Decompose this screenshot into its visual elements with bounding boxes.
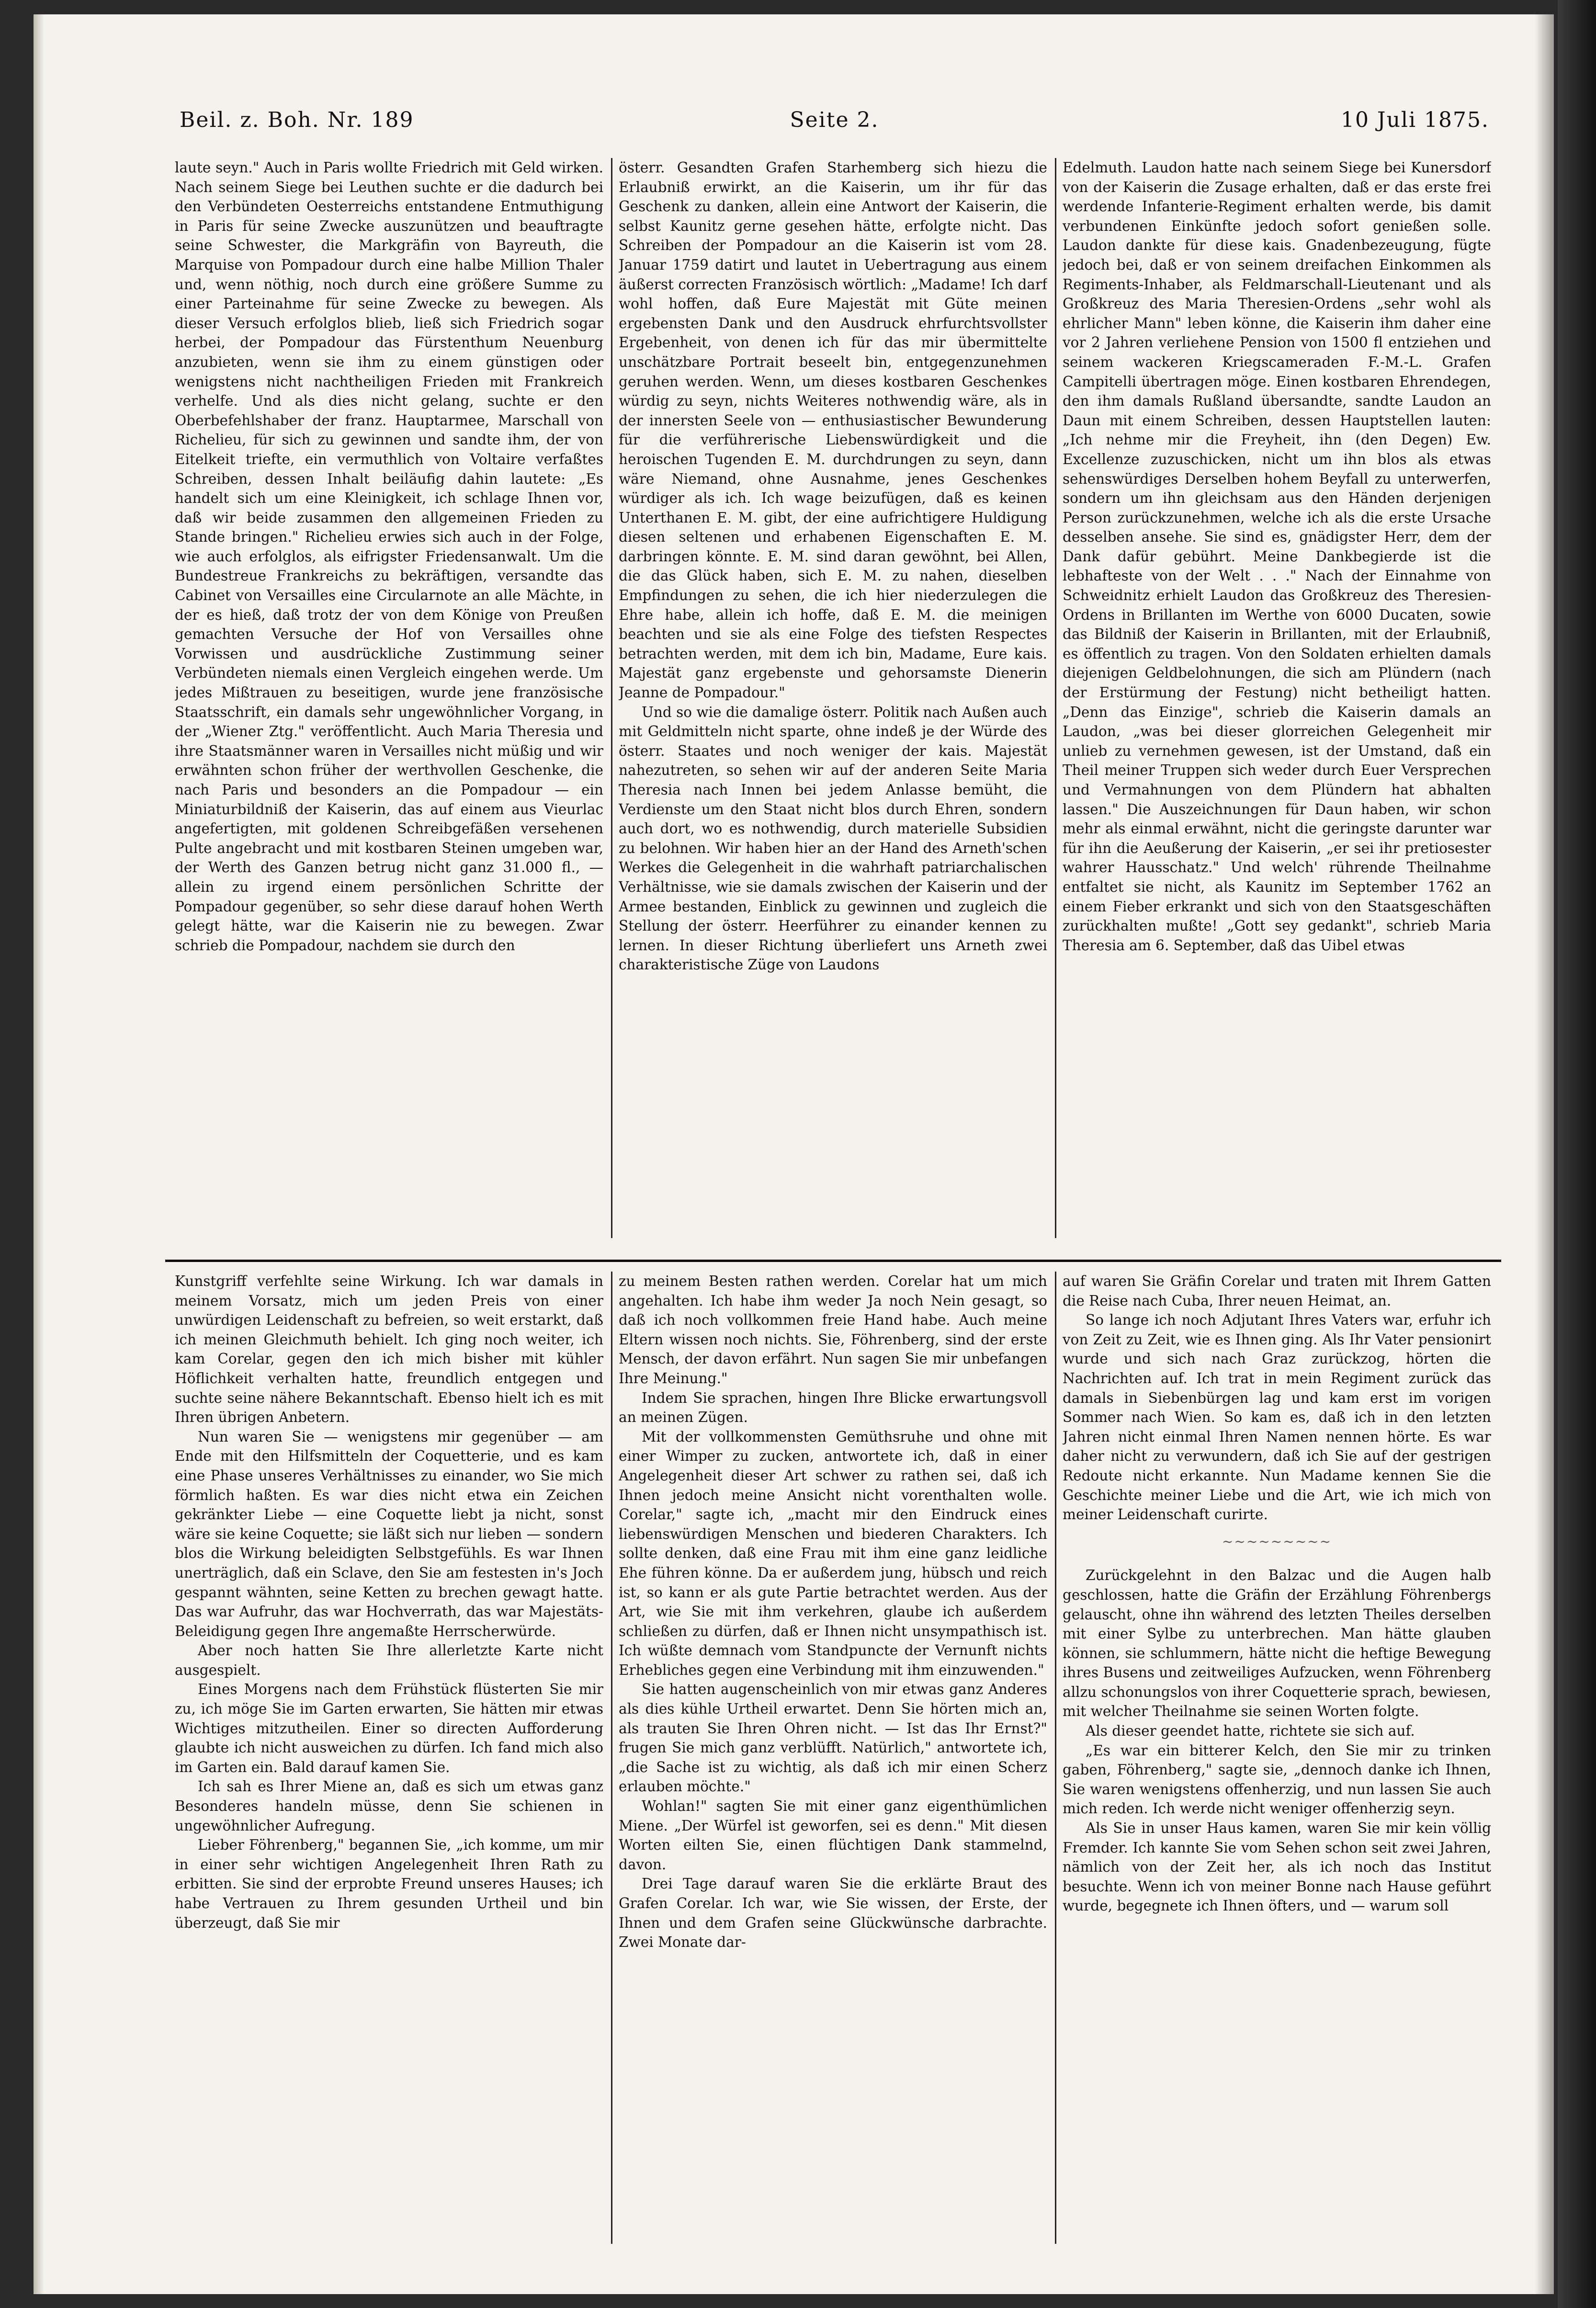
story-paragraph: Wohlan!" sagten Sie mit einer ganz eigenthümlichen Miene. „Der Würfel ist geworfen, sei es denn." Mit diesen Worten eilten Sie, einen flüchtigen Dank stammelnd, davon. [619,1798,1047,1873]
page-header [180,108,1489,141]
story-column-3 [1063,1272,1491,2249]
issue-label: Beil. z. Boh. Nr. 189 [180,108,414,132]
story-paragraph: Lieber Föhrenberg," begannen Sie, „ich komme, um mir in einer sehr wichtigen Angelegenheit Ihren Rath zu erbitten. Sie sind der erprobte Freund unseres Hauses; ich habe Vertrauen zu Ihrem gesunden Urtheil und bin überzeugt, daß Sie mir [175,1837,603,1931]
article-paragraph: österr. Gesandten Grafen Starhemberg sich hiezu die Erlaubniß erwirkt, an die Kaiserin, um ihr für das Geschenk zu danken, allein eine Antwort der Kaiserin, die selbst Kaunitz gerne gesehen hätte, erfolgte nicht. Das Schreiben der Pompadour an die Kaiserin ist vom 28. Januar 1759 datirt und lautet in Uebertragung aus einem äußerst correcten Französisch wörtlich: „Madame! Ich darf wohl hoffen, daß Eure Majestät mit Güte meinen ergebensten Dank und den Ausdruck ehrfurchtsvollster Ergebenheit, von denen ich für das mir übermittelte unschätzbare Portrait beseelt bin, entgegenzunehmen geruhen werden. Wenn, um dieses kostbaren Geschenkes würdig zu seyn, nichts Weiteres nothwendig wäre, als in der innersten Seele von — enthusiastischer Bewunderung für die verführerische Liebenswürdigkeit und die heroischen Tugenden E. M. durchdrungen zu seyn, dann wäre Niemand, ohne Ausnahme, jenes Geschenkes würdiger als ich. Ich wage beizufügen, daß es keinen Unterthanen E. M. gibt, der eine aufrichtigere Huldigung diesen seltenen und erhabenen Eigenschaften E. M. darbringen könnte. E. M. sind daran gewöhnt, bei Allen, die das Glück haben, sich E. M. zu nahen, dieselben Empfindungen zu sehen, die ich hier niederzulegen die Ehre habe, allein ich hoffe, daß E. M. die meinigen beachten und sie als eine Folge des tiefsten Respectes betrachten werden, mit dem ich bin, Madame, Eure kais. Majestät ganz ergebenste und gehorsamste Dienerin Jeanne de Pompadour." [619,159,1047,701]
section-ornament: ~~~~~~~~~ [1222,1533,1332,1549]
story-column-1 [175,1272,603,2249]
story-paragraph: „Es war ein bitterer Kelch, den Sie mir zu trinken gaben, Föhrenberg," sagte sie, „dennoch danke ich Ihnen, Sie waren wenigstens offenherzig, und nun lassen Sie auch mich reden. Ich werde nicht weniger offenherzig seyn. [1063,1742,1491,1817]
column-divider [1055,158,1056,1238]
story-paragraph: Aber noch hatten Sie Ihre allerletzte Karte nicht ausgespielt. [175,1642,603,1678]
story-paragraph: Nun waren Sie — wenigstens mir gegenüber — am Ende mit den Hilfsmitteln der Coquetterie, und es kam eine Phase unseres Verhältnisses zu einander, wo Sie mich förmlich haßten. Es war dies nicht etwa ein Zeichen gekränkter Liebe — eine Coquette liebt ja nicht, sonst wäre sie keine Coquette; sie läßt sich nur lieben — sondern blos die Wirkung beleidigten Selbstgefühls. Es war Ihnen unerträglich, daß ein Sclave, den Sie am festesten in's Joch gespannt wähnten, seine Ketten zu brechen gewagt hatte. Das war Aufruhr, das war Hochverrath, das war Majestäts-Beleidigung gegen Ihre angemaßte Herrscherwürde. [175,1428,603,1639]
story-paragraph: Als Sie in unser Haus kamen, waren Sie mir kein völlig Fremder. Ich kannte Sie vom Sehen schon seit zwei Jahren, nämlich von der Zeit her, als ich noch das Institut besuchte. Wenn ich von meiner Bonne nach Hause geführt wurde, begegnete ich Ihnen öfters, und — warum soll [1063,1820,1491,1914]
story-paragraph: Indem Sie sprachen, hingen Ihre Blicke erwartungsvoll an meinen Zügen. [619,1389,1047,1426]
issue-date: 10 Juli 1875. [1340,108,1489,132]
story-paragraph: Zurückgelehnt in den Balzac und die Augen halb geschlossen, hatte die Gräfin der Erzählung Föhrenbergs gelauscht, ohne ihn während des letzten Theiles derselben mit einer Sylbe zu unterbrechen. Man hätte glauben können, sie schlummern, hätte nicht die heftige Bewegung ihres Busens und zeitweiliges Aufzucken, wenn Föhrenberg allzu schonungslos von ihrer Coquetterie sprach, bewiesen, mit welcher Theilnahme sie seinen Worten folgte. [1063,1567,1491,1720]
column-divider [611,1272,612,2244]
story-column-2 [619,1272,1047,2249]
story-paragraph: auf waren Sie Gräfin Corelar und traten mit Ihrem Gatten die Reise nach Cuba, Ihrer neuen Heimat, an. [1063,1273,1491,1309]
story-paragraph: So lange ich noch Adjutant Ihres Vaters war, erfuhr ich von Zeit zu Zeit, wie es Ihnen ging. Als Ihr Vater pensionirt wurde und sich nach Graz zurückzog, hörten die Nachrichten auf. Ich trat in mein Regiment zurück das damals in Siebenbürgen lag und kam erst im vorigen Sommer nach Wien. So kam es, daß ich in den letzten Jahren nicht einmal Ihren Namen nennen hörte. Es war daher nicht zu verwundern, daß ich Sie auf der gestrigen Redoute nicht erkannte. Nun Madame kennen Sie die Geschichte meiner Liebe und die Art, wie ich mich von meiner Leidenschaft curirte. [1063,1312,1491,1523]
article-paragraph: Und so wie die damalige österr. Politik nach Außen auch mit Geldmitteln nicht sparte, ohne indeß je der Würde des österr. Staates und noch weniger der kais. Majestät nahezutreten, so sehen wir auf der anderen Seite Maria Theresia nach Innen bei jedem Anlasse bemüht, die Verdienste um den Staat nicht blos durch Ehren, sondern auch dort, wo es nothwendig, durch materielle Subsidien zu belohnen. Wir haben hier an der Hand des Arneth'schen Werkes die Gelegenheit in die wahrhaft patriarchalischen Verhältnisse, wie sie damals zwischen der Kaiserin und der Armee bestanden, Einblick zu gewinnen und zugleich die Stellung der österr. Heerführer zu einander kennen zu lernen. In dieser Richtung überliefert uns Arneth zwei charakteristische Züge von Laudons [619,704,1047,973]
feuilleton-divider [165,1260,1501,1262]
story-paragraph: Sie hatten augenscheinlich von mir etwas ganz Anderes als dies kühle Urtheil erwartet. Denn Sie hörten mich an, als trauten Sie Ihren Ohren nicht. — Ist das Ihr Ernst?" frugen Sie mich ganz verblüfft. Natürlich," antwortete ich, „die Sache ist zu wichtig, als daß ich mir einen Scherz erlauben möchte." [619,1681,1047,1795]
story-paragraph: Drei Tage darauf waren Sie die erklärte Braut des Grafen Corelar. Ich war, wie Sie wissen, der Erste, der Ihnen und dem Grafen seine Glückwünsche darbrachte. Zwei Monate dar- [619,1876,1047,1951]
page-number: Seite 2. [790,108,879,132]
article-paragraph: laute seyn." Auch in Paris wollte Friedrich mit Geld wirken. Nach seinem Siege bei Leuthen suchte er die dadurch bei den Verbündeten Oesterreichs entstandene Entmuthigung in Paris für seine Zwecke auszunützen und beauftragte seine Schwester, die Markgräfin von Bayreuth, die Marquise von Pompadour durch eine halbe Million Thaler und, wenn nöthig, noch durch eine größere Summe zu einer Parteinahme für seine Zwecke zu bewegen. Als dieser Versuch erfolglos blieb, ließ sich Friedrich sogar herbei, der Pompadour das Fürstenthum Neuenburg anzubieten, wenn sie ihm zu einem günstigen oder wenigstens nicht nachtheiligen Frieden mit Frankreich verhelfe. Und als dies nicht gelang, suchte er den Oberbefehlshaber der franz. Hauptarmee, Marschall von Richelieu, für sich zu gewinnen und sandte ihm, der von Eitelkeit triefte, ein vermuthlich von Voltaire verfaßtes Schreiben, dessen Inhalt beiläufig dahin lautete: „Es handelt sich um eine Kleinigkeit, ich schlage Ihnen vor, daß wir beide zusammen den allgemeinen Frieden zu Stande bringen." Richelieu erwies sich auch in der Folge, wie auch erfolglos, als eifrigster Friedensanwalt. Um die Bundestreue Frankreichs zu bekräftigen, versandte das Cabinet von Versailles eine Circularnote an alle Mächte, in der es hieß, daß trotz der von dem Könige von Preußen gemachten Versuche der Hof von Versailles ohne Vorwissen und ausdrückliche Zustimmung seiner Verbündeten niemals einen Vergleich eingehen werde. Um jedes Mißtrauen zu beseitigen, wurde jene französische Staatsschrift, ein damals sehr ungewöhnlicher Vorgang, in der „Wiener Ztg." veröffentlicht. Auch Maria Theresia und ihre Staatsmänner waren in Versailles nicht müßig und wir erwähnten schon früher der werthvollen Geschenke, die nach Paris und besonders an die Pompadour — ein Miniaturbildniß der Kaiserin, das auf einem aus Vieurlac angefertigten, mit goldenen Schreibgefäßen versehenen Pulte angebracht und mit kostbaren Steinen umgeben war, der Werth des Ganzen betrug nicht ganz 31.000 fl., — allein zu irgend einem persönlichen Schritte der Pompadour gegenüber, so sehr diese darauf hohen Werth gelegt hätte, war die Kaiserin nie zu bewegen. Zwar schrieb die Pompadour, nachdem sie durch den [175,159,603,954]
story-paragraph: Ich sah es Ihrer Miene an, daß es sich um etwas ganz Besonderes handeln müsse, denn Sie schienen in ungewöhnlicher Aufregung. [175,1778,603,1834]
book-spine-shadow [1558,0,1596,2308]
article-paragraph: Edelmuth. Laudon hatte nach seinem Siege bei Kunersdorf von der Kaiserin die Zusage erhalten, daß er das erste frei werdende Infanterie-Regiment erhalten werde, bis damit verbundenen Einkünfte jedoch sofort genießen solle. Laudon dankte für diese kais. Gnadenbezeugung, fügte jedoch bei, daß er von seinem dreifachen Einkommen als Regiments-Inhaber, als Feldmarschall-Lieutenant und als Großkreuz des Maria Theresien-Ordens „sehr wohl als ehrlicher Mann" leben könne, die Kaiserin ihm daher eine vor 2 Jahren verliehene Pension von 1500 fl entziehen und seinem wackeren Kriegscameraden F.-M.-L. Grafen Campitelli übertragen möge. Einen kostbaren Ehrendegen, den ihm damals Rußland übersandte, sandte Laudon an Daun mit einem Schreiben, dessen Hauptstellen lauten: „Ich nehme mir die Freyheit, ihn (den Degen) Ew. Excellenze zuzuschicken, nicht um ihn blos als etwas sehenswürdiges Derselben hohem Beyfall zu unterwerfen, sondern um ihn gleichsam aus den Händen derjenigen Person zurückzunehmen, welche ich als die erste Ursache desselben ansehe. Sie sind es, gnädigster Herr, dem der Dank dafür gebührt. Meine Dankbegierde ist die lebhafteste von der Welt . . ." Nach der Einnahme von Schweidnitz erhielt Laudon das Großkreuz des Theresien-Ordens in Brillanten im Werthe von 6000 Ducaten, sowie das Bildniß der Kaiserin in Brillanten, mit der Erlaubniß, es öffentlich zu tragen. Von den Soldaten erhielten damals diejenigen Geldbelohnungen, die sich am Plündern (nach der Erstürmung der Festung) nicht betheiligt hatten. „Denn das Einzige", schrieb die Kaiserin damals an Laudon, „was bei dieser glorreichen Gelegenheit mir unlieb zu vernehmen gewesen, ist der Umstand, daß ein Theil meiner Truppen sich weder durch Euer Versprechen und Vermahnungen von dem Plündern hat abhalten lassen." Die Auszeichnungen für Daun haben, wir schon mehr als einmal erwähnt, nicht die geringste darunter war für ihn die Aeußerung der Kaiserin, „er sei ihr pretiosester wahrer Hausschatz." Und welch' rührende Theilnahme entfaltet sie nicht, als Kaunitz im September 1762 an einem Fieber erkrankt und sich von den Staatsgeschäften zurückhalten mußte! „Gott sey gedankt", schrieb Maria Theresia am 6. September, daß das Uibel etwas [1063,159,1491,954]
article-column-2 [619,158,1047,1260]
column-divider [611,158,612,1238]
article-column-1 [175,158,603,1260]
newspaper-page [34,14,1554,2294]
article-column-3 [1063,158,1491,1260]
story-paragraph: Als dieser geendet hatte, richtete sie sich auf. [1086,1723,1415,1740]
story-paragraph: Eines Morgens nach dem Frühstück flüsterten Sie mir zu, ich möge Sie im Garten erwarten, Sie hätten mir etwas Wichtiges mitzutheilen. Einer so directen Aufforderung glaubte ich nicht ausweichen zu dürfen. Ich fand mich also im Garten ein. Bald darauf kamen Sie. [175,1681,603,1775]
story-paragraph: Mit der vollkommensten Gemüthsruhe und ohne mit einer Wimper zu zucken, antwortete ich, daß in einer Angelegenheit dieser Art schwer zu rathen sei, daß ich Ihnen jedoch meine Ansicht nicht vorenthalten wolle. Corelar," sagte ich, „macht mir den Eindruck eines liebenswürdigen Menschen und biederen Charakters. Ich sollte denken, daß eine Frau mit ihm eine ganz leidliche Ehe führen könne. Da er außerdem jung, hübsch und reich ist, so kann er als gute Partie betrachtet werden. Aus der Art, wie Sie mit ihm verkehren, glaube ich außerdem schließen zu dürfen, daß er Ihnen nicht unsympathisch ist. Ich wüßte demnach vom Standpuncte der Vernunft nichts Erhebliches gegen eine Verbindung mit ihm einzuwenden." [619,1428,1047,1678]
column-divider [1055,1272,1056,2244]
story-paragraph: Kunstgriff verfehlte seine Wirkung. Ich war damals in meinem Vorsatz, mich um jeden Preis von einer unwürdigen Leidenschaft zu befreien, so weit erstarkt, daß ich meinen Gleichmuth behielt. Ich ging noch weiter, ich kam Corelar, gegen den ich mich bisher mit kühler Höflichkeit verhalten hatte, freundlich entgegen und suchte seine nähere Bekanntschaft. Ebenso hielt ich es mit Ihren übrigen Anbetern. [175,1273,603,1426]
story-paragraph: zu meinem Besten rathen werden. Corelar hat um mich angehalten. Ich habe ihm weder Ja noch Nein gesagt, so daß ich noch vollkommen freie Hand habe. Auch meine Eltern wissen noch nichts. Sie, Föhrenberg, sind der erste Mensch, der davon erfährt. Nun sagen Sie mir unbefangen Ihre Meinung." [619,1273,1047,1387]
